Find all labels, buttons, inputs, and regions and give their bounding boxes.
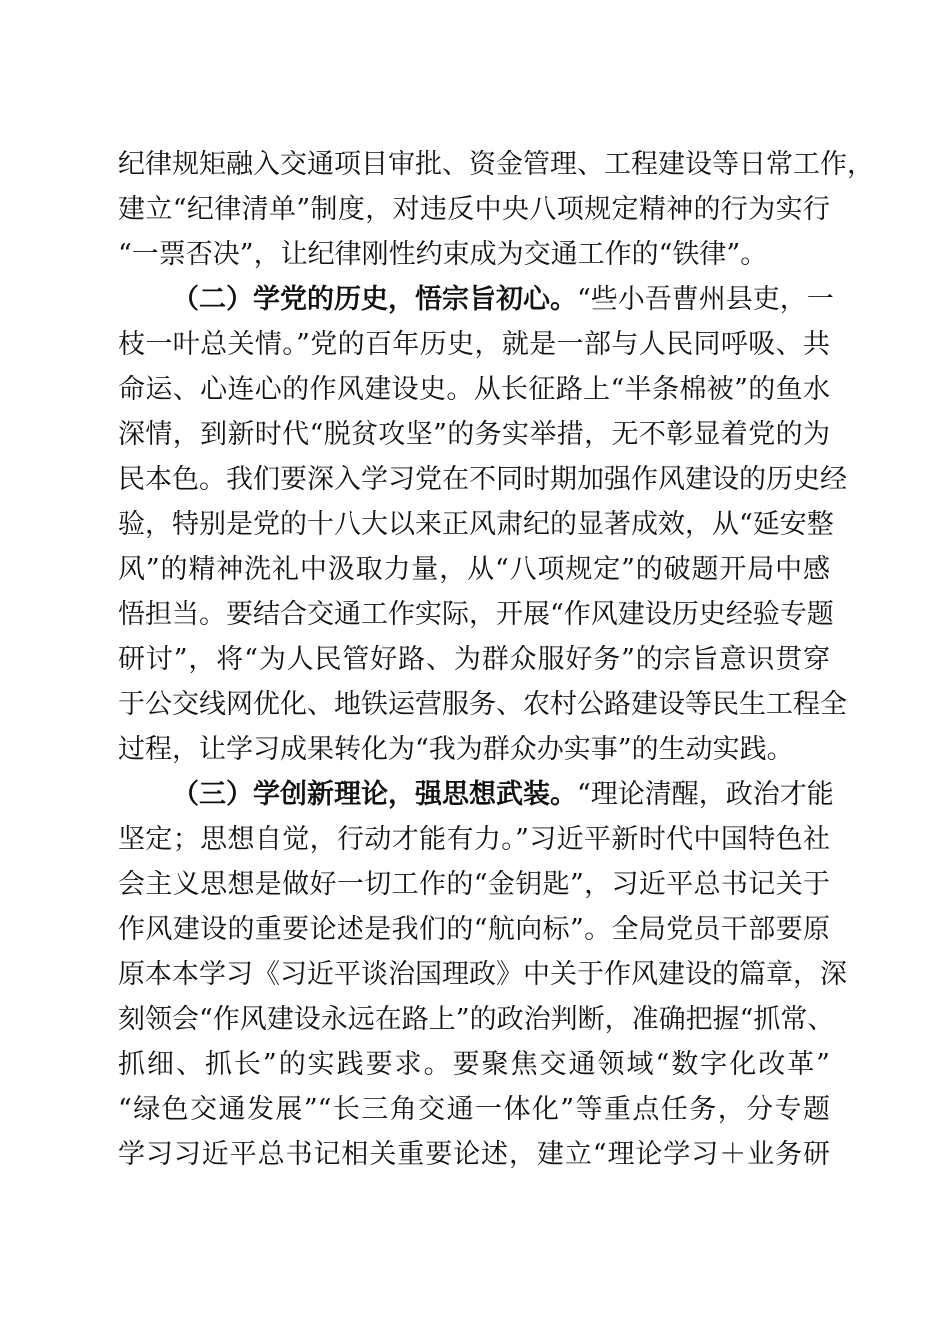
text-line: 学习习近平总书记相关重要论述，建立“理论学习＋业务研 bbox=[118, 1139, 830, 1170]
text-span: “些小吾曹州县吏，一 bbox=[577, 284, 834, 315]
text-line: 悟担当。要结合交通工作实际，开展“作风建设历史经验专题 bbox=[118, 599, 834, 630]
paragraph-first-line bbox=[172, 280, 834, 320]
section-heading: （二）学党的历史，悟宗旨初心。 bbox=[172, 284, 577, 315]
text-line: 刻领会“作风建设永远在路上”的政治判断，准确把握“抓常、 bbox=[118, 1004, 835, 1035]
text-line: 会主义思想是做好一切工作的“金钥匙”，习近平总书记关于 bbox=[118, 869, 830, 900]
text-line: 命运、心连心的作风建设史。从长征路上“半条棉被”的鱼水 bbox=[118, 374, 830, 405]
text-line: 深情，到新时代“脱贫攻坚”的务实举措，无不彰显着党的为 bbox=[118, 419, 830, 450]
text-line: 验，特别是党的十八大以来正风肃纪的显著成效，从“延安整 bbox=[118, 509, 834, 540]
text-line: 过程，让学习成果转化为“我为群众办实事”的生动实践。 bbox=[118, 734, 794, 765]
text-line: 原本本学习《习近平谈治国理政》中关于作风建设的篇章，深 bbox=[118, 959, 847, 990]
text-line: 纪律规矩融入交通项目审批、资金管理、工程建设等日常工作， bbox=[118, 149, 874, 180]
text-line: 民本色。我们要深入学习党在不同时期加强作风建设的历史经 bbox=[118, 464, 847, 495]
text-line: 作风建设的重要论述是我们的“航向标”。全局党员干部要原 bbox=[118, 914, 830, 945]
section-heading: （三）学创新理论，强思想武装。 bbox=[172, 779, 577, 810]
paragraph-first-line bbox=[172, 775, 834, 815]
text-line: 研讨”，将“为人民管好路、为群众服好务”的宗旨意识贯穿 bbox=[118, 644, 830, 675]
text-span: “理论清醒，政治才能 bbox=[577, 779, 834, 810]
text-line: 坚定；思想自觉，行动才能有力。”习近平新时代中国特色社 bbox=[118, 824, 830, 855]
text-line: 抓细、抓长”的实践要求。要聚焦交通领域“数字化改革” bbox=[118, 1049, 830, 1080]
text-line: 枝一叶总关情。”党的百年历史，就是一部与人民同呼吸、共 bbox=[118, 329, 830, 360]
text-line: 风”的精神洗礼中汲取力量，从“八项规定”的破题开局中感 bbox=[118, 554, 830, 585]
text-line: “一票否决”，让纪律刚性约束成为交通工作的“铁律”。 bbox=[118, 239, 768, 270]
text-line: 于公交线网优化、地铁运营服务、农村公路建设等民生工程全 bbox=[118, 689, 847, 720]
text-line: 建立“纪律清单”制度，对违反中央八项规定精神的行为实行 bbox=[118, 194, 830, 225]
text-line: “绿色交通发展”“长三角交通一体化”等重点任务，分专题 bbox=[118, 1094, 830, 1125]
